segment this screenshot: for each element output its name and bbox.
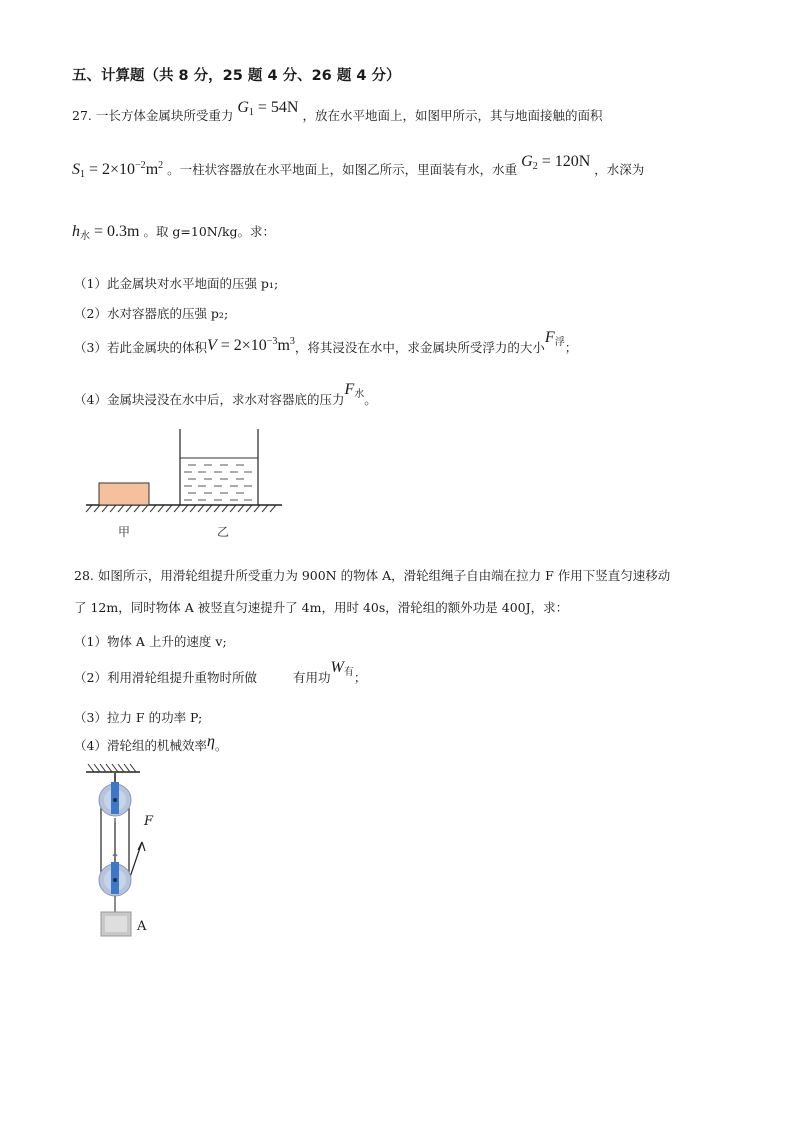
movable-pulley bbox=[99, 862, 131, 896]
fixed-pulley bbox=[99, 782, 131, 816]
formula-G2: $G_2 = 120N$ bbox=[521, 153, 591, 172]
q27-item2: （2）水对容器底的压强 p₂; bbox=[74, 306, 229, 321]
formula-S1: $S_1 = 2\times 10^{-2}m^2$ bbox=[72, 160, 164, 180]
q27-line3 bbox=[72, 222, 275, 242]
fig-label-A: A bbox=[137, 919, 147, 934]
formula-W-useful: $W_有$ bbox=[330, 659, 354, 678]
q28-item4: （4）滑轮组的机械效率η。 bbox=[74, 733, 228, 753]
q28-item3: （3）拉力 F 的功率 P; bbox=[74, 710, 203, 725]
q27-line1-rest: ，放在水平地面上，如图甲所示，其与地面接触的面积 bbox=[302, 108, 603, 123]
q27-line2-end: ，水深为 bbox=[594, 162, 645, 177]
q28-figure bbox=[84, 760, 174, 940]
formula-F-float: $F_浮$ bbox=[544, 329, 565, 348]
q27-intro: 27. 一长方体金属块所受重力 bbox=[72, 108, 234, 123]
metal-block bbox=[99, 483, 149, 505]
q27-item4: （4）金属块浸没在水中后，求水对容器底的压力$F_水$。 bbox=[74, 381, 377, 407]
q27-figure bbox=[80, 425, 290, 545]
q28-line2: 了 12m，同时物体 A 被竖直匀速提升了 4m，用时 40s，滑轮组的额外功是 400J，求： bbox=[74, 600, 569, 615]
q27-line1 bbox=[72, 99, 603, 126]
q27-line2 bbox=[72, 153, 645, 180]
formula-F-water: $F_水$ bbox=[344, 381, 365, 400]
q27-item3: （3）若此金属块的体积$V = 2\times 10^{-3}m^3$，将其浸没在水中，求金属块所受浮力的大小$F_浮$； bbox=[74, 329, 578, 355]
q27-line3-text: 。取 g=10N/kg。求： bbox=[143, 224, 276, 239]
q27-line2-text: 。一柱状容器放在水平地面上，如图乙所示，里面装有水，水重 bbox=[167, 162, 518, 177]
q28-item1: （1）物体 A 上升的速度 v; bbox=[74, 634, 227, 649]
fig-label-jia: 甲 bbox=[118, 525, 131, 539]
formula-V: $V = 2\times 10^{-3}m^3$ bbox=[206, 336, 295, 354]
water-dashes bbox=[184, 465, 252, 500]
formula-G1: $G_1 = 54N$ bbox=[237, 99, 299, 118]
fig-label-yi: 乙 bbox=[217, 525, 230, 539]
ground-hatch bbox=[86, 505, 276, 512]
q27-item1: （1）此金属块对水平地面的压强 p₁; bbox=[74, 276, 279, 291]
fig-label-F: F bbox=[144, 814, 154, 829]
q28-item2: （2）利用滑轮组提升重物时所做 有用功$W_有$； bbox=[74, 659, 367, 685]
section-heading: 五、计算题（共 8 分，25 题 4 分、26 题 4 分） bbox=[72, 68, 401, 84]
q28-line1: 28. 如图所示，用滑轮组提升所受重力为 900N 的物体 A，滑轮组绳子自由端在拉力 F 作用下竖直匀速移动 bbox=[74, 568, 671, 583]
formula-h: $h_水 = 0.3m$ bbox=[72, 223, 140, 242]
water-container bbox=[180, 429, 258, 505]
formula-eta: η bbox=[206, 733, 215, 750]
ceiling-hatch bbox=[88, 764, 136, 772]
